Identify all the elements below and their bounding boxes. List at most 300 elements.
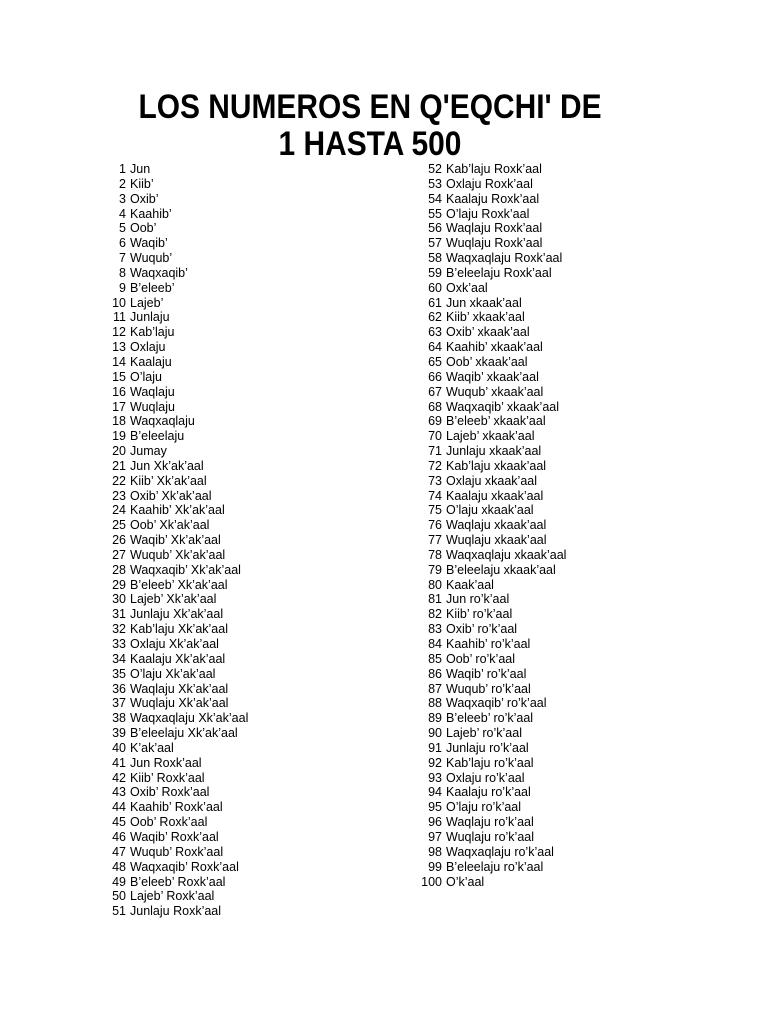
list-item-qeqchi-word: Oxlaju Xk’ak’aal: [130, 637, 219, 651]
list-item-number: 85: [428, 651, 442, 666]
list-item: [416, 652, 566, 667]
list-item-qeqchi-word: Waqxaqlaju Roxk’aal: [446, 251, 563, 266]
list-item: [104, 889, 248, 904]
list-item: [416, 400, 566, 415]
list-item: [104, 563, 248, 578]
list-item: [416, 845, 566, 860]
list-item-qeqchi-word: Waqxaqlaju Xk’ak’aal: [130, 711, 249, 726]
list-item-qeqchi-word: Waqxaqib’ Roxk’aal: [130, 859, 239, 874]
list-item: [104, 310, 248, 325]
list-item-qeqchi-word: Lajeb’ Xk’ak’aal: [130, 592, 217, 607]
list-item-number: 39: [112, 726, 126, 741]
list-item-number: 78: [428, 547, 442, 562]
list-item-number: 88: [428, 696, 442, 711]
list-item-number: 18: [112, 414, 126, 429]
list-item: [416, 711, 566, 726]
list-item: [416, 236, 566, 251]
list-item-qeqchi-word: Kab’laju: [130, 325, 175, 340]
list-item-number: 94: [428, 785, 442, 800]
list-item: [416, 667, 566, 682]
list-item-qeqchi-word: Lajeb’ ro’k’aal: [446, 726, 522, 741]
list-item-qeqchi-word: Waqib’ ro’k’aal: [446, 666, 527, 681]
list-item-qeqchi-word: Junlaju ro’k’aal: [446, 740, 529, 755]
list-item: [104, 800, 248, 815]
list-item: [416, 860, 566, 875]
list-item-number: 20: [112, 444, 126, 459]
list-item-number: 30: [112, 592, 126, 607]
list-item-number: 75: [428, 503, 442, 518]
list-item-number: 8: [119, 265, 126, 280]
list-item-number: 72: [428, 458, 442, 473]
list-item: [416, 251, 566, 266]
list-item-number: 64: [428, 340, 442, 355]
list-item-number: 41: [112, 755, 126, 770]
list-item: [104, 696, 248, 711]
list-item: [104, 325, 248, 340]
list-item-qeqchi-word: Kiib’ xkaak’aal: [446, 310, 525, 325]
list-item-number: 25: [112, 518, 126, 533]
list-item-number: 29: [112, 577, 126, 592]
list-item-number: 13: [112, 340, 126, 355]
list-item-qeqchi-word: Waqlaju ro’k’aal: [446, 815, 534, 830]
list-item: [104, 607, 248, 622]
list-item-number: 82: [428, 607, 442, 622]
list-item-number: 98: [428, 844, 442, 859]
list-item-number: 51: [112, 904, 126, 919]
list-item-qeqchi-word: Waqib’ Xk’ak’aal: [130, 533, 221, 548]
list-item-qeqchi-word: Oxib’ xkaak’aal: [446, 325, 530, 340]
list-item: [416, 221, 566, 236]
list-item-qeqchi-word: Wuqlaju xkaak’aal: [446, 533, 547, 548]
list-item-number: 99: [428, 859, 442, 874]
list-item-number: 37: [112, 696, 126, 711]
list-item-number: 97: [428, 829, 442, 844]
list-item-qeqchi-word: Wuqlaju Xk’ak’aal: [130, 696, 229, 711]
list-item-number: 83: [428, 622, 442, 637]
list-item: [104, 682, 248, 697]
list-item-qeqchi-word: Waqxaqib’ ro’k’aal: [446, 696, 547, 711]
list-item: [104, 533, 248, 548]
list-item: [104, 741, 248, 756]
page-title-line-2: 1 HASTA 500: [278, 125, 462, 163]
list-item: [104, 414, 248, 429]
number-list-right-column: [416, 162, 566, 889]
list-item-qeqchi-word: Oxk’aal: [446, 280, 488, 295]
list-item: [416, 414, 566, 429]
list-item: [104, 444, 248, 459]
list-item-qeqchi-word: Lajeb’ xkaak’aal: [446, 429, 535, 444]
list-item-qeqchi-word: Waqxaqib’: [130, 265, 188, 280]
list-item-qeqchi-word: Oob’ Roxk’aal: [130, 815, 208, 830]
list-item: [416, 785, 566, 800]
list-item-qeqchi-word: Waqxaqlaju: [130, 414, 195, 429]
list-item-qeqchi-word: Kaak’aal: [446, 577, 494, 592]
list-item: [416, 474, 566, 489]
list-item-qeqchi-word: Kiib’ Roxk’aal: [130, 770, 205, 785]
list-item: [416, 548, 566, 563]
list-item-number: 32: [112, 622, 126, 637]
list-item-qeqchi-word: Wuqlaju Roxk’aal: [446, 236, 543, 251]
list-item-qeqchi-word: Kaalaju xkaak’aal: [446, 488, 544, 503]
list-item-qeqchi-word: B’eleelaju Roxk’aal: [446, 265, 552, 280]
list-item-number: 89: [428, 711, 442, 726]
list-item-qeqchi-word: Kiib’: [130, 176, 154, 191]
list-item-qeqchi-word: Kaahib’ ro’k’aal: [446, 637, 531, 651]
list-item: [104, 622, 248, 637]
list-item-qeqchi-word: Wuqlaju ro’k’aal: [446, 829, 535, 844]
list-item: [416, 563, 566, 578]
list-item: [416, 385, 566, 400]
list-item: [416, 622, 566, 637]
list-item-number: 48: [112, 859, 126, 874]
list-item-number: 100: [421, 874, 442, 889]
list-item: [104, 429, 248, 444]
list-item-number: 81: [428, 592, 442, 607]
list-item-qeqchi-word: Oob’ xkaak’aal: [446, 354, 528, 369]
list-item: [416, 682, 566, 697]
list-item-qeqchi-word: Oob’ Xk’ak’aal: [130, 518, 210, 533]
list-item-number: 68: [428, 399, 442, 414]
list-item: [104, 192, 248, 207]
list-item: [416, 815, 566, 830]
list-item-number: 3: [119, 191, 126, 206]
list-item-qeqchi-word: Kaahib’: [130, 206, 172, 221]
list-item-qeqchi-word: Kab’laju Xk’ak’aal: [130, 622, 228, 637]
list-item: [416, 325, 566, 340]
list-item-number: 21: [112, 458, 126, 473]
list-item-number: 7: [119, 251, 126, 266]
list-item-qeqchi-word: Kaahib’ Roxk’aal: [130, 800, 223, 815]
list-item-qeqchi-word: Waqib’ Roxk’aal: [130, 829, 219, 844]
list-item-number: 24: [112, 503, 126, 518]
list-item-number: 36: [112, 681, 126, 696]
list-item: [416, 756, 566, 771]
list-item-number: 59: [428, 265, 442, 280]
list-item-number: 34: [112, 651, 126, 666]
list-item-number: 69: [428, 414, 442, 429]
list-item-number: 57: [428, 236, 442, 251]
list-item: [416, 162, 566, 177]
list-item-number: 1: [119, 162, 126, 176]
list-item-qeqchi-word: Wuqlaju: [130, 399, 175, 414]
list-item-number: 73: [428, 473, 442, 488]
list-item-number: 54: [428, 191, 442, 206]
list-item-qeqchi-word: Oxib’ Roxk’aal: [130, 785, 210, 800]
list-item-number: 50: [112, 889, 126, 904]
list-item: [416, 518, 566, 533]
list-item-number: 71: [428, 444, 442, 459]
list-item-qeqchi-word: Junlaju Xk’ak’aal: [130, 607, 224, 622]
list-item-number: 16: [112, 384, 126, 399]
list-item-number: 33: [112, 637, 126, 651]
list-item-qeqchi-word: Junlaju xkaak’aal: [446, 444, 542, 459]
list-item-qeqchi-word: O’laju: [130, 369, 162, 384]
list-item: [104, 726, 248, 741]
list-item-qeqchi-word: Oxlaju Roxk’aal: [446, 176, 533, 191]
list-item-qeqchi-word: B’eleeb’ Xk’ak’aal: [130, 577, 228, 592]
list-item-qeqchi-word: Waqlaju Xk’ak’aal: [130, 681, 229, 696]
list-item-qeqchi-word: Oxlaju ro’k’aal: [446, 770, 525, 785]
list-item-number: 42: [112, 770, 126, 785]
list-item: [104, 548, 248, 563]
list-item-qeqchi-word: Waqib’: [130, 236, 168, 251]
list-item: [104, 221, 248, 236]
list-item-number: 22: [112, 473, 126, 488]
list-item-number: 76: [428, 518, 442, 533]
list-item: [416, 177, 566, 192]
list-item-qeqchi-word: O’laju xkaak’aal: [446, 503, 534, 518]
list-item-qeqchi-word: Waqlaju xkaak’aal: [446, 518, 547, 533]
list-item: [104, 251, 248, 266]
list-item: [416, 607, 566, 622]
number-list-left-column: [104, 162, 248, 919]
list-item: [104, 474, 248, 489]
list-item-qeqchi-word: Waqlaju: [130, 384, 175, 399]
list-item-qeqchi-word: Jun Roxk’aal: [130, 755, 202, 770]
list-item-qeqchi-word: Oxib’ ro’k’aal: [446, 622, 518, 637]
list-item: [104, 830, 248, 845]
list-item-qeqchi-word: Lajeb’ Roxk’aal: [130, 889, 215, 904]
list-item-qeqchi-word: Jun: [130, 162, 151, 176]
list-item: [416, 489, 566, 504]
list-item-number: 79: [428, 562, 442, 577]
list-item: [104, 637, 248, 652]
list-item-number: 5: [119, 221, 126, 236]
list-item: [416, 741, 566, 756]
list-item-qeqchi-word: B’eleelaju xkaak’aal: [446, 562, 556, 577]
list-item-qeqchi-word: Waqlaju Roxk’aal: [446, 221, 543, 236]
list-item: [416, 503, 566, 518]
list-item: [104, 236, 248, 251]
list-item-number: 17: [112, 399, 126, 414]
list-item: [416, 592, 566, 607]
list-item: [104, 875, 248, 890]
list-item-number: 44: [112, 800, 126, 815]
list-item: [104, 340, 248, 355]
list-item-qeqchi-word: Kaahib’ Xk’ak’aal: [130, 503, 225, 518]
list-item-number: 58: [428, 251, 442, 266]
list-item-qeqchi-word: Jun xkaak’aal: [446, 295, 522, 310]
list-item-qeqchi-word: Oxlaju: [130, 340, 166, 355]
list-item-number: 61: [428, 295, 442, 310]
list-item-number: 35: [112, 666, 126, 681]
list-item-number: 31: [112, 607, 126, 622]
list-item-qeqchi-word: Junlaju Roxk’aal: [130, 904, 222, 919]
list-item-qeqchi-word: Oxlaju xkaak’aal: [446, 473, 538, 488]
list-item-number: 87: [428, 681, 442, 696]
list-item-number: 77: [428, 533, 442, 548]
list-item: [104, 592, 248, 607]
list-item-number: 67: [428, 384, 442, 399]
list-item: [416, 578, 566, 593]
list-item: [104, 711, 248, 726]
list-item-qeqchi-word: Waqxaqib’ xkaak’aal: [446, 399, 560, 414]
list-item: [104, 489, 248, 504]
list-item-number: 53: [428, 176, 442, 191]
list-item-number: 56: [428, 221, 442, 236]
list-item: [416, 800, 566, 815]
list-item: [104, 667, 248, 682]
list-item: [416, 637, 566, 652]
list-item-qeqchi-word: Kaalaju Roxk’aal: [446, 191, 540, 206]
list-item-qeqchi-word: Waqib’ xkaak’aal: [446, 369, 539, 384]
list-item-number: 66: [428, 369, 442, 384]
list-item-qeqchi-word: Oob’: [130, 221, 157, 236]
list-item-number: 52: [428, 162, 442, 176]
list-item-qeqchi-word: K’ak’aal: [130, 740, 174, 755]
list-item-number: 93: [428, 770, 442, 785]
list-item-qeqchi-word: Jumay: [130, 444, 167, 459]
list-item-number: 63: [428, 325, 442, 340]
list-item-number: 49: [112, 874, 126, 889]
list-item-qeqchi-word: Wuqub’ Xk’ak’aal: [130, 547, 226, 562]
list-item-qeqchi-word: Wuqub’ xkaak’aal: [446, 384, 544, 399]
list-item: [416, 266, 566, 281]
list-item: [416, 370, 566, 385]
list-item: [104, 400, 248, 415]
list-item-number: 74: [428, 488, 442, 503]
list-item: [104, 652, 248, 667]
list-item-qeqchi-word: Wuqub’ ro’k’aal: [446, 681, 531, 696]
list-item-number: 11: [113, 310, 126, 325]
list-item-qeqchi-word: Oxib’: [130, 191, 159, 206]
list-item: [104, 385, 248, 400]
list-item: [104, 503, 248, 518]
list-item-qeqchi-word: Kaahib’ xkaak’aal: [446, 340, 543, 355]
list-item-qeqchi-word: Waqxaqib’ Xk’ak’aal: [130, 562, 241, 577]
list-item-qeqchi-word: Kab’laju ro’k’aal: [446, 755, 534, 770]
list-item: [416, 696, 566, 711]
list-item: [104, 904, 248, 919]
list-item-qeqchi-word: B’eleeb’ ro’k’aal: [446, 711, 534, 726]
list-item-number: 47: [112, 844, 126, 859]
list-item: [104, 296, 248, 311]
list-item-qeqchi-word: O’k’aal: [446, 874, 485, 889]
list-item-number: 38: [112, 711, 126, 726]
list-item-qeqchi-word: B’eleeb’ xkaak’aal: [446, 414, 546, 429]
list-item: [416, 340, 566, 355]
list-item-number: 62: [428, 310, 442, 325]
list-item: [416, 207, 566, 222]
list-item-number: 46: [112, 829, 126, 844]
list-item: [104, 860, 248, 875]
list-item: [416, 444, 566, 459]
list-item-number: 90: [428, 726, 442, 741]
list-item-qeqchi-word: O’laju ro’k’aal: [446, 800, 522, 815]
list-item-number: 92: [428, 755, 442, 770]
list-item: [104, 845, 248, 860]
list-item: [104, 756, 248, 771]
list-item-number: 28: [112, 562, 126, 577]
list-item-number: 45: [112, 815, 126, 830]
list-item-qeqchi-word: Kiib’ Xk’ak’aal: [130, 473, 207, 488]
list-item-qeqchi-word: Lajeb’: [130, 295, 164, 310]
list-item-qeqchi-word: Wuqub’: [130, 251, 173, 266]
list-item: [104, 771, 248, 786]
list-item-qeqchi-word: Oob’ ro’k’aal: [446, 651, 516, 666]
list-item: [104, 815, 248, 830]
list-item: [104, 162, 248, 177]
list-item: [416, 726, 566, 741]
list-item-number: 40: [112, 740, 126, 755]
list-item-number: 80: [428, 577, 442, 592]
list-item-number: 19: [112, 429, 126, 444]
list-item-qeqchi-word: Kab’laju Roxk’aal: [446, 162, 542, 176]
list-item: [416, 875, 566, 890]
list-item-number: 26: [112, 533, 126, 548]
list-item-number: 15: [112, 369, 126, 384]
list-item: [416, 355, 566, 370]
list-item: [416, 459, 566, 474]
list-item-number: 86: [428, 666, 442, 681]
list-item-number: 14: [112, 354, 126, 369]
list-item-qeqchi-word: Waqxaqlaju ro’k’aal: [446, 844, 554, 859]
list-item-qeqchi-word: O’laju Roxk’aal: [446, 206, 530, 221]
list-item: [104, 459, 248, 474]
list-item-qeqchi-word: Jun Xk’ak’aal: [130, 458, 204, 473]
list-item: [104, 370, 248, 385]
list-item-number: 9: [119, 280, 126, 295]
list-item-qeqchi-word: Oxib’ Xk’ak’aal: [130, 488, 212, 503]
list-item-number: 23: [112, 488, 126, 503]
list-item-number: 55: [428, 206, 442, 221]
list-item: [416, 296, 566, 311]
list-item-number: 4: [119, 206, 126, 221]
list-item-number: 6: [119, 236, 126, 251]
list-item-qeqchi-word: O’laju Xk’ak’aal: [130, 666, 216, 681]
list-item-qeqchi-word: B’eleeb’: [130, 280, 175, 295]
page-title-line-1: LOS NUMEROS EN Q'EQCHI' DE: [138, 88, 602, 126]
list-item: [104, 281, 248, 296]
list-item-qeqchi-word: Kiib’ ro’k’aal: [446, 607, 513, 622]
list-item: [416, 281, 566, 296]
list-item-qeqchi-word: Waqxaqlaju xkaak’aal: [446, 547, 567, 562]
list-item-number: 2: [119, 176, 126, 191]
list-item: [416, 771, 566, 786]
list-item: [104, 266, 248, 281]
list-item: [104, 578, 248, 593]
list-item: [416, 533, 566, 548]
list-item: [416, 830, 566, 845]
list-item: [104, 177, 248, 192]
list-item: [104, 785, 248, 800]
list-item-number: 70: [428, 429, 442, 444]
list-item-qeqchi-word: B’eleelaju Xk’ak’aal: [130, 726, 238, 741]
list-item-qeqchi-word: Junlaju: [130, 310, 170, 325]
list-item-number: 91: [428, 740, 442, 755]
list-item-number: 27: [112, 547, 126, 562]
list-item-number: 96: [428, 815, 442, 830]
list-item-qeqchi-word: Kaalaju ro’k’aal: [446, 785, 531, 800]
list-item: [416, 429, 566, 444]
list-item-qeqchi-word: Kab’laju xkaak’aal: [446, 458, 547, 473]
list-item: [416, 310, 566, 325]
list-item-qeqchi-word: Jun ro’k’aal: [446, 592, 510, 607]
list-item: [104, 207, 248, 222]
list-item-number: 12: [112, 325, 126, 340]
list-item-number: 65: [428, 354, 442, 369]
list-item-qeqchi-word: Kaalaju Xk’ak’aal: [130, 651, 226, 666]
list-item-qeqchi-word: B’eleelaju ro’k’aal: [446, 859, 544, 874]
list-item: [104, 518, 248, 533]
list-item-number: 84: [428, 637, 442, 651]
list-item-number: 10: [112, 295, 126, 310]
list-item: [416, 192, 566, 207]
list-item-qeqchi-word: Wuqub’ Roxk’aal: [130, 844, 224, 859]
list-item: [104, 355, 248, 370]
list-item-qeqchi-word: B’eleelaju: [130, 429, 185, 444]
list-item-qeqchi-word: Kaalaju: [130, 354, 172, 369]
